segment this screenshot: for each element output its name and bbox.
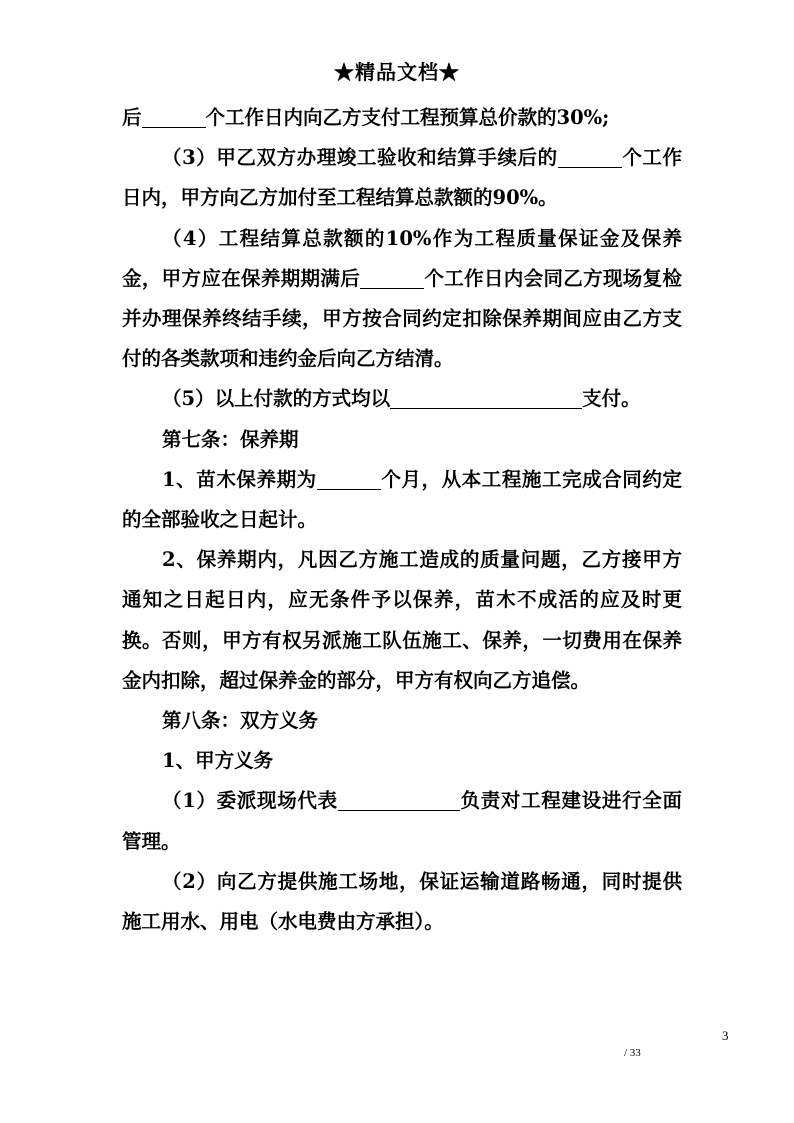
text-segment: 1、苗木保养期为 — [162, 467, 317, 491]
paragraph-maintenance-period — [122, 460, 682, 540]
paragraph-site-representative — [122, 781, 682, 861]
paragraph-payment-90 — [122, 138, 682, 218]
text-segment: 个月，从本工程施工完成合同约定的全部验收之日起计。 — [122, 467, 682, 532]
paragraph-payment-method — [122, 379, 682, 419]
paragraph-quality-issues: 2、保养期内，凡因乙方施工造成的质量问题，乙方接甲方通知之日起日内，应无条件予以保养，苗木不成活的应及时更换。否则，甲方有权另派施工队伍施工、保养，一切费用在保养金内扣除，超过保养金的部分，甲方有权向乙方追偿。 — [122, 548, 682, 692]
page-total: / 33 — [624, 1047, 641, 1059]
text-segment: 后 — [122, 106, 142, 129]
paragraph-warranty-deposit — [122, 219, 682, 380]
fill-in-blank[interactable] — [142, 105, 206, 128]
fill-in-blank[interactable] — [317, 467, 381, 490]
text-segment: （4）工程结算总款额的10%作为工程质量保证金及保养金，甲方应在保养期期满后 — [122, 226, 682, 290]
text-segment: （5）以上付款的方式均以 — [162, 387, 391, 411]
fill-in-blank[interactable] — [338, 788, 460, 811]
section-heading-article-7: 第七条：保养期 — [162, 427, 299, 451]
text-segment: 个工作日内，甲方向乙方加付至工程结算总款额的90%。 — [122, 146, 682, 210]
text-segment: （1）委派现场代表 — [162, 789, 338, 813]
text-segment: 支付。 — [582, 387, 641, 411]
document-body — [122, 98, 682, 942]
page-header-title: ★精品文档★ — [334, 60, 460, 84]
text-segment: （3）甲乙双方办理竣工验收和结算手续后的 — [162, 146, 558, 170]
paragraph-payment-30 — [122, 98, 682, 138]
fill-in-blank[interactable] — [558, 145, 622, 168]
text-segment: 个工作日内会同乙方现场复检并办理保养终结手续，甲方按合同约定扣除保养期间应由乙方支付的各类款项和违约金后向乙方结清。 — [122, 266, 682, 371]
page-number: 3 — [722, 1028, 729, 1043]
section-heading-article-8: 第八条：双方义务 — [162, 709, 319, 733]
fill-in-blank[interactable] — [360, 266, 424, 289]
paragraph-site-provision: （2）向乙方提供施工场地，保证运输道路畅通，同时提供施工用水、用电（水电费由方承担）。 — [122, 869, 682, 934]
text-segment: 个工作日内向乙方支付工程预算总价款的30%; — [205, 106, 610, 129]
subheading-party-a-obligations: 1、甲方义务 — [162, 749, 274, 773]
text-segment: 负责对工程建设进行全面管理。 — [122, 789, 682, 853]
fill-in-blank[interactable] — [390, 386, 582, 409]
